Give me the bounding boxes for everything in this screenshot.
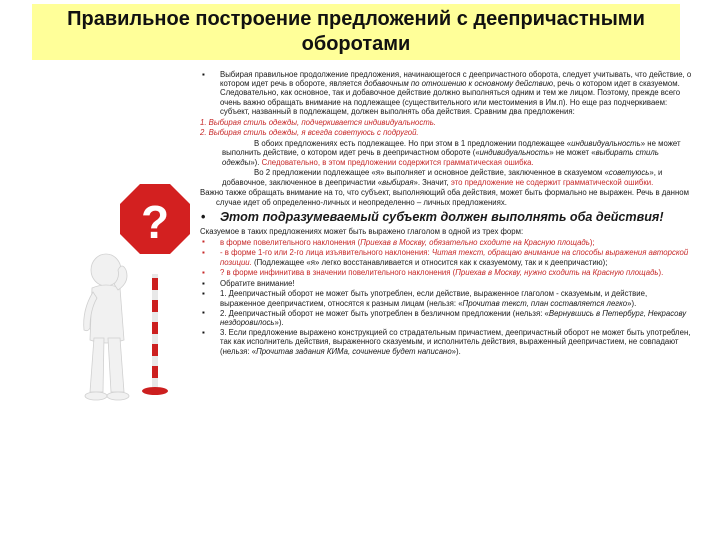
comparison-paragraph: В обоих предложениях есть подлежащее. Но при этом в 1 предложении подлежащее «индивидуальность» не может выполнить действие, о котором идет речь в деепричастном обороте («индивидуальность» не может «выбирать стиль одежды»). Следовательно, в этом предложении содержится грамматическая ошибка. <box>222 139 681 167</box>
note-3: ▪ 3. Если предложение выражено конструкцией со страдательным причастием, деепричастный оборот не может быть употреблен, так как исполнитель действия, выраженного сказуемым, и исполнитель действия, выраженный деепричастием, не совпадают (нельзя: «Прочитав задания КИМа, сочинение будет написано»). <box>200 328 694 356</box>
form-imperative: ▪ в форме повелительного наклонения (Приехав в Москву, обязательно сходите на Красную площадь); <box>200 238 694 247</box>
key-rule: • Этот подразумеваемый субъект должен выполнять оба действия! <box>200 210 694 224</box>
note-1: ▪ 1. Деепричастный оборот не может быть употреблен, если действие, выраженное глаголом - сказуемым, и действие, выраженное деепричастием, относятся к разным лицам (нельзя: «Прочитав текст, план составляется легко»). <box>200 289 694 307</box>
pole <box>142 274 168 395</box>
form-indicative: ▪ - в форме 1-го или 2-го лица изъявительного наклонения: Читая текст, обращаю внимание на способы выражения авторской позиции. (Подлежащее «я» легко восстанавливается и относится как к сказуемому, так и к деепричастию); <box>200 248 694 266</box>
question-sign <box>109 180 190 260</box>
intro-paragraph: ▪ Выбирая правильное продолжение предложения, начинающегося с деепричастного оборота, следует учитывать, что действие, о котором идет речь в обороте, является добавочным по отношению к основному действию, речь о котором идет в сказуемом. Следовательно, как основное, так и добавочное действие должно выполняться одним и тем же лицом. Поэтому, прежде всего очень важно обращать внимание на подлежащее (существительного или местоимения в Им.п). Но еще раз подчеркиваем: субъект, названный в подлежащем, должен выполнять оба действия. Сравним два предложения: <box>200 70 694 116</box>
form-infinitive: ▪ ? в форме инфинитива в значении повелительного наклонения (Приехав в Москву, нужно сходить на Красную площадь). <box>200 268 694 277</box>
content-area <box>200 70 694 536</box>
example-2: 2. Выбирая стиль одежды, я всегда советуюсь с подругой. <box>200 128 419 138</box>
slide-title-box <box>32 4 680 60</box>
example-1: 1. Выбирая стиль одежды, подчеркивается индивидуальность. <box>200 117 436 127</box>
thinking-man <box>84 254 129 400</box>
second-sentence-paragraph: Во 2 предложении подлежащее «я» выполняет и основное действие, заключенное в сказуемом «советуюсь», и добавочное, заключенное в деепричастии «выбирая». Значит, это предложение не содержит грамматической ошибки. <box>222 168 663 187</box>
predicate-forms-intro: Сказуемое в таких предложениях может быть выражено глаголом в одной из трех форм: <box>200 226 524 236</box>
note-2: ▪ 2. Деепричастный оборот не может быть употреблен в безличном предложении (нельзя: «Вернувшись в Петербург, Некрасову нездоровилось»). <box>200 309 694 327</box>
implied-subject-paragraph: Важно также обращать внимание на то, что субъект, выполняющий оба действия, может быть формально не выражен. Речь в данном случае идет об определенно-личных и неопределенно – личных предложениях. <box>200 188 689 207</box>
note-heading: ▪ Обратите внимание! <box>200 279 694 288</box>
svg-text:?: ? <box>140 196 170 248</box>
slide-title: Правильное построение предложений с деепричастными оборотами <box>67 8 645 55</box>
question-sign-thinking-man-icon <box>66 170 194 414</box>
